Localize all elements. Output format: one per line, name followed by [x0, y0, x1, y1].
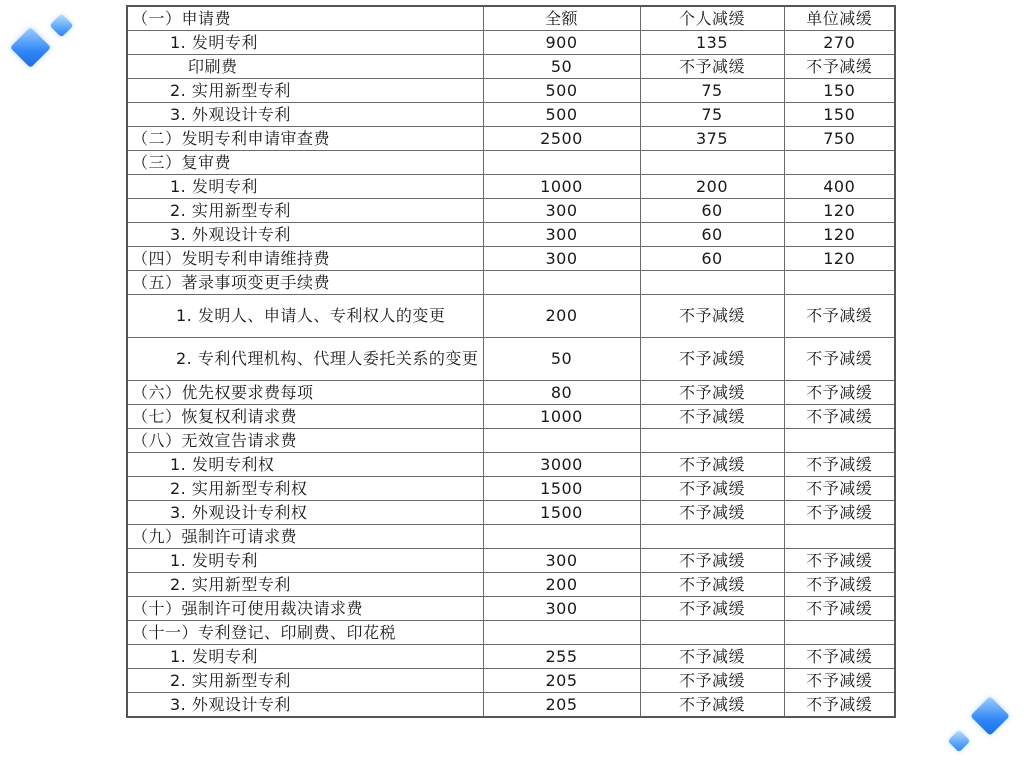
- fee-item-name: （六）优先权要求费每项: [127, 381, 483, 405]
- fee-item-name: 3. 外观设计专利: [127, 223, 483, 247]
- fee-unit-reduction: 不予减缓: [784, 453, 895, 477]
- fee-unit-reduction: 270: [784, 31, 895, 55]
- fee-personal-reduction: [640, 525, 784, 549]
- table-row: [127, 271, 895, 295]
- fee-personal-reduction: 不予减缓: [640, 501, 784, 525]
- fee-unit-reduction: 不予减缓: [784, 501, 895, 525]
- fee-item-name: 2. 实用新型专利: [127, 573, 483, 597]
- fee-full-amount: 500: [483, 103, 640, 127]
- fee-full-amount: 205: [483, 669, 640, 693]
- fee-personal-reduction: [640, 429, 784, 453]
- fee-personal-reduction: 60: [640, 199, 784, 223]
- table-row: [127, 573, 895, 597]
- fee-item-name: [127, 295, 483, 338]
- fee-item-name: （七）恢复权利请求费: [127, 405, 483, 429]
- fee-full-amount: 3000: [483, 453, 640, 477]
- table-row: [127, 477, 895, 501]
- fee-item-name: （十一）专利登记、印刷费、印花税: [127, 621, 483, 645]
- fee-unit-reduction: [784, 271, 895, 295]
- fee-full-amount: [483, 271, 640, 295]
- table-row: [127, 429, 895, 453]
- table-row: [127, 223, 895, 247]
- fee-personal-reduction: 200: [640, 175, 784, 199]
- fee-item-name-text: 1. 发明人、申请人、专利权人的变更: [176, 306, 446, 325]
- fee-personal-reduction: 不予减缓: [640, 693, 784, 718]
- fee-personal-reduction: 不予减缓: [640, 453, 784, 477]
- fee-personal-reduction: 75: [640, 103, 784, 127]
- fee-item-name: 1. 发明专利: [127, 175, 483, 199]
- fee-item-name: 3. 外观设计专利权: [127, 501, 483, 525]
- fee-unit-reduction: [784, 429, 895, 453]
- fee-full-amount: 900: [483, 31, 640, 55]
- fee-personal-reduction: [640, 151, 784, 175]
- fee-personal-reduction: 60: [640, 247, 784, 271]
- decorative-diamond-small-bottom-right: [948, 730, 971, 753]
- fee-personal-reduction: 75: [640, 79, 784, 103]
- fee-unit-reduction: [784, 151, 895, 175]
- table-row: [127, 199, 895, 223]
- fee-item-name: 1. 发明专利: [127, 549, 483, 573]
- table-row: [127, 55, 895, 79]
- fee-personal-reduction: 135: [640, 31, 784, 55]
- fee-full-amount: 255: [483, 645, 640, 669]
- fee-unit-reduction: 不予减缓: [784, 549, 895, 573]
- fee-unit-reduction: 不予减缓: [784, 597, 895, 621]
- fee-full-amount: [483, 525, 640, 549]
- fee-full-amount: 300: [483, 199, 640, 223]
- fee-unit-reduction: 150: [784, 103, 895, 127]
- fee-item-name: [127, 338, 483, 381]
- fee-full-amount: [483, 621, 640, 645]
- fee-unit-reduction: [784, 621, 895, 645]
- fee-full-amount: 300: [483, 223, 640, 247]
- table-row: [127, 549, 895, 573]
- header-cell-personal: 个人减缓: [640, 6, 784, 31]
- fee-unit-reduction: 不予减缓: [784, 669, 895, 693]
- table-row: [127, 525, 895, 549]
- fee-unit-reduction: 不予减缓: [784, 477, 895, 501]
- fee-item-name: 1. 发明专利: [127, 645, 483, 669]
- fee-unit-reduction: 不予减缓: [784, 693, 895, 718]
- fee-item-name: 3. 外观设计专利: [127, 103, 483, 127]
- table-row: [127, 175, 895, 199]
- fee-personal-reduction: 不予减缓: [640, 477, 784, 501]
- table-row: [127, 31, 895, 55]
- fee-full-amount: 1500: [483, 477, 640, 501]
- table-row: [127, 405, 895, 429]
- fee-unit-reduction: 150: [784, 79, 895, 103]
- fee-personal-reduction: 不予减缓: [640, 573, 784, 597]
- fee-unit-reduction: 不予减缓: [784, 645, 895, 669]
- table-row: [127, 338, 895, 381]
- table-row: [127, 247, 895, 271]
- header-cell-full: 全额: [483, 6, 640, 31]
- fee-unit-reduction: 不予减缓: [784, 405, 895, 429]
- fee-item-name-text: 2. 专利代理机构、代理人委托关系的变更: [176, 349, 479, 368]
- fee-unit-reduction: 不予减缓: [784, 55, 895, 79]
- fee-item-name: （九）强制许可请求费: [127, 525, 483, 549]
- fee-full-amount: 1500: [483, 501, 640, 525]
- table-row: [127, 103, 895, 127]
- fee-full-amount: 300: [483, 247, 640, 271]
- decorative-diamond-small-top-left: [49, 13, 73, 37]
- fee-full-amount: 1000: [483, 175, 640, 199]
- header-cell-unit: 单位减缓: [784, 6, 895, 31]
- fee-personal-reduction: 不予减缓: [640, 549, 784, 573]
- table-row: [127, 621, 895, 645]
- fee-full-amount: 2500: [483, 127, 640, 151]
- fee-full-amount: [483, 151, 640, 175]
- table-row: [127, 645, 895, 669]
- header-cell-item: （一）申请费: [127, 6, 483, 31]
- fee-unit-reduction: 120: [784, 199, 895, 223]
- fee-unit-reduction: 750: [784, 127, 895, 151]
- patent-fee-table: [126, 5, 896, 718]
- fee-item-name: 2. 实用新型专利: [127, 199, 483, 223]
- fee-unit-reduction: 不予减缓: [784, 573, 895, 597]
- fee-unit-reduction: 120: [784, 247, 895, 271]
- fee-personal-reduction: 不予减缓: [640, 338, 784, 381]
- fee-full-amount: 80: [483, 381, 640, 405]
- fee-item-name: （二）发明专利申请审查费: [127, 127, 483, 151]
- fee-personal-reduction: 不予减缓: [640, 669, 784, 693]
- table-row: [127, 381, 895, 405]
- fee-item-name: 1. 发明专利权: [127, 453, 483, 477]
- fee-item-name: （五）著录事项变更手续费: [127, 271, 483, 295]
- fee-item-name: （三）复审费: [127, 151, 483, 175]
- fee-full-amount: 50: [483, 55, 640, 79]
- table-row: [127, 79, 895, 103]
- fee-item-name: 3. 外观设计专利: [127, 693, 483, 718]
- fee-full-amount: 200: [483, 573, 640, 597]
- table-row: [127, 151, 895, 175]
- fee-personal-reduction: 60: [640, 223, 784, 247]
- table-row: [127, 501, 895, 525]
- fee-item-name: 2. 实用新型专利权: [127, 477, 483, 501]
- fee-personal-reduction: 不予减缓: [640, 381, 784, 405]
- table-row: [127, 669, 895, 693]
- fee-full-amount: 500: [483, 79, 640, 103]
- fee-personal-reduction: 375: [640, 127, 784, 151]
- fee-item-name: 2. 实用新型专利: [127, 669, 483, 693]
- fee-full-amount: 205: [483, 693, 640, 718]
- fee-full-amount: 1000: [483, 405, 640, 429]
- table-row: [127, 453, 895, 477]
- table-row: [127, 693, 895, 718]
- decorative-diamond-large-top-left: [10, 27, 51, 68]
- fee-unit-reduction: 400: [784, 175, 895, 199]
- fee-personal-reduction: 不予减缓: [640, 295, 784, 338]
- table-row: [127, 597, 895, 621]
- fee-personal-reduction: 不予减缓: [640, 55, 784, 79]
- table-row: [127, 127, 895, 151]
- fee-personal-reduction: 不予减缓: [640, 405, 784, 429]
- fee-full-amount: 300: [483, 549, 640, 573]
- fee-full-amount: 200: [483, 295, 640, 338]
- table-row: [127, 295, 895, 338]
- fee-full-amount: [483, 429, 640, 453]
- fee-unit-reduction: 不予减缓: [784, 381, 895, 405]
- fee-personal-reduction: [640, 621, 784, 645]
- fee-item-name: （四）发明专利申请维持费: [127, 247, 483, 271]
- fee-unit-reduction: [784, 525, 895, 549]
- fee-unit-reduction: 120: [784, 223, 895, 247]
- fee-item-name: 印刷费: [127, 55, 483, 79]
- fee-full-amount: 300: [483, 597, 640, 621]
- fee-full-amount: 50: [483, 338, 640, 381]
- decorative-diamond-large-bottom-right: [970, 696, 1010, 736]
- fee-personal-reduction: 不予减缓: [640, 597, 784, 621]
- fee-item-name: 1. 发明专利: [127, 31, 483, 55]
- fee-personal-reduction: 不予减缓: [640, 645, 784, 669]
- fee-personal-reduction: [640, 271, 784, 295]
- table-header-row: [127, 6, 895, 31]
- fee-unit-reduction: 不予减缓: [784, 295, 895, 338]
- fee-unit-reduction: 不予减缓: [784, 338, 895, 381]
- fee-item-name: （十）强制许可使用裁决请求费: [127, 597, 483, 621]
- fee-item-name: （八）无效宣告请求费: [127, 429, 483, 453]
- fee-item-name: 2. 实用新型专利: [127, 79, 483, 103]
